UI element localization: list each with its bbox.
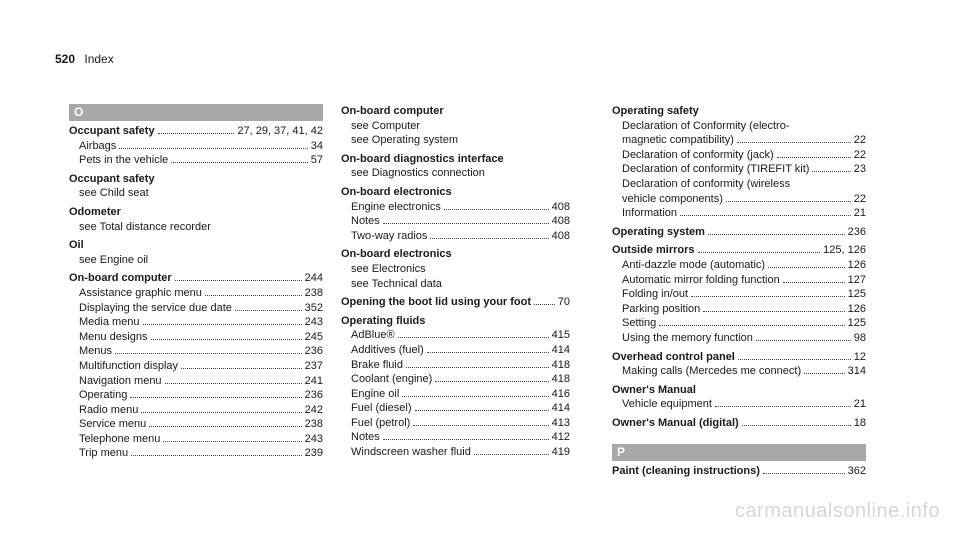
entry-label: Operating system — [612, 225, 705, 238]
page-reference[interactable]: 236 — [304, 389, 323, 402]
index-entry-heading — [612, 383, 866, 398]
dot-leader — [175, 280, 302, 281]
index-entry-heading — [341, 314, 570, 329]
entry-label: Fuel (diesel) — [351, 402, 412, 415]
entry-label: Overhead control panel — [612, 350, 735, 363]
entry-label: On-board diagnostics interface — [341, 152, 504, 165]
page-reference[interactable]: 126 — [847, 258, 866, 271]
dot-leader — [130, 397, 301, 398]
entry-label: Service menu — [79, 418, 147, 431]
dot-leader — [163, 441, 301, 442]
dot-leader — [151, 339, 302, 340]
entry-label: On-board electronics — [341, 248, 452, 261]
index-subentry — [69, 153, 323, 168]
entry-label: Menu designs — [79, 330, 148, 343]
page-reference[interactable]: 22 — [853, 134, 866, 147]
entry-label: Information — [622, 207, 678, 220]
index-subentry — [341, 401, 570, 416]
index-subentry — [341, 430, 570, 445]
entry-label: see Operating system — [351, 134, 458, 147]
index-subentry — [69, 253, 323, 268]
dot-leader — [703, 311, 844, 312]
page-reference[interactable]: 21 — [853, 398, 866, 411]
page-reference[interactable]: 419 — [551, 446, 570, 459]
index-subentry — [341, 262, 570, 277]
entry-label: see Diagnostics connection — [351, 167, 485, 180]
index-subentry — [612, 162, 866, 177]
entry-label: Declaration of conformity (jack) — [622, 148, 774, 161]
entry-label: see Computer — [351, 119, 421, 132]
dot-leader — [812, 171, 850, 172]
dot-leader — [383, 223, 549, 224]
page-reference[interactable]: 237 — [304, 359, 323, 372]
index-subentry — [341, 229, 570, 244]
index-column-2 — [341, 104, 570, 460]
index-entry-heading — [612, 104, 866, 119]
index-subentry — [341, 133, 570, 148]
dot-leader — [715, 406, 851, 407]
index-entry-heading — [341, 185, 570, 200]
index-subentry — [612, 273, 866, 288]
watermark: carmanualsonline.info — [734, 500, 940, 522]
entry-label: Automatic mirror folding function — [622, 273, 780, 286]
dot-leader — [181, 368, 302, 369]
page-reference[interactable]: 34 — [310, 139, 323, 152]
entry-label: Media menu — [79, 316, 140, 329]
page-reference[interactable]: 414 — [551, 402, 570, 415]
index-subentry — [341, 372, 570, 387]
dot-leader — [680, 215, 851, 216]
index-entry-heading — [612, 350, 866, 365]
page-reference[interactable]: 22 — [853, 192, 866, 205]
index-subentry — [341, 328, 570, 343]
index-subentry — [69, 388, 323, 403]
page-reference[interactable]: 242 — [304, 403, 323, 416]
entry-label: Odometer — [69, 205, 121, 218]
page-reference[interactable]: 12 — [853, 350, 866, 363]
index-subentry — [341, 166, 570, 181]
dot-leader — [415, 410, 549, 411]
index-subentry — [341, 416, 570, 431]
index-subentry — [612, 287, 866, 302]
index-entry-heading — [69, 124, 323, 139]
dot-leader — [435, 381, 548, 382]
index-subentry — [69, 286, 323, 301]
entry-label: On-board computer — [341, 105, 444, 117]
page-reference[interactable]: 125 — [847, 317, 866, 330]
page-number: 520 — [55, 52, 76, 66]
dot-leader — [659, 325, 844, 326]
dot-leader — [726, 201, 851, 202]
dot-leader — [783, 282, 845, 283]
page-reference[interactable]: 414 — [551, 343, 570, 356]
entry-label: Parking position — [622, 302, 701, 315]
index-subentry — [341, 445, 570, 460]
entry-label: Engine oil — [351, 387, 400, 400]
page-reference[interactable]: 57 — [310, 154, 323, 167]
dot-leader — [402, 396, 548, 397]
dot-leader — [737, 142, 851, 143]
dot-leader — [115, 353, 302, 354]
entry-label: Operating — [79, 389, 128, 402]
entry-label: Paint (cleaning instructions) — [612, 465, 760, 478]
entry-label: see Electronics — [351, 262, 426, 275]
page-reference[interactable]: 239 — [304, 447, 323, 460]
entry-label: Operating safety — [612, 105, 699, 117]
entry-label: On-board electronics — [341, 185, 452, 198]
index-subentry — [341, 277, 570, 292]
entry-label: Making calls (Mercedes me connect) — [622, 365, 802, 378]
page-reference[interactable]: 352 — [304, 301, 323, 314]
entry-label: Menus — [79, 345, 113, 358]
index-subentry — [69, 330, 323, 345]
dot-leader — [158, 133, 235, 134]
index-entry-heading — [612, 225, 866, 240]
dot-leader — [756, 340, 851, 341]
entry-label: vehicle components) — [622, 192, 723, 205]
entry-label: Opening the boot lid using your foot — [341, 296, 532, 309]
page-reference[interactable]: 413 — [551, 416, 570, 429]
page-reference[interactable]: 416 — [551, 387, 570, 400]
index-subentry — [612, 258, 866, 273]
entry-list — [612, 464, 866, 479]
page-reference[interactable]: 314 — [847, 365, 866, 378]
index-subentry — [69, 432, 323, 447]
index-subentry — [612, 133, 866, 148]
entry-label: Coolant (engine) — [351, 373, 433, 386]
dot-leader — [143, 324, 302, 325]
entry-label: Fuel (petrol) — [351, 416, 411, 429]
page-reference[interactable]: 27, 29, 37, 41, 42 — [237, 125, 323, 137]
entry-label: Notes — [351, 431, 380, 444]
index-subentry — [341, 387, 570, 402]
page-reference[interactable]: 127 — [847, 273, 866, 286]
page-reference[interactable]: 244 — [304, 272, 323, 285]
page-reference[interactable]: 125 — [847, 288, 866, 301]
index-entry-heading — [69, 271, 323, 286]
page-reference[interactable]: 362 — [847, 465, 866, 478]
index-subentry — [341, 358, 570, 373]
page-reference[interactable]: 408 — [551, 215, 570, 228]
index-subentry — [341, 343, 570, 358]
index-subentry — [612, 148, 866, 163]
entry-label: Notes — [351, 215, 380, 228]
section-title: Index — [84, 52, 114, 66]
dot-leader — [149, 426, 301, 427]
entry-label: Brake fluid — [351, 358, 403, 371]
index-subentry — [612, 192, 866, 207]
entry-label: magnetic compatibility) — [622, 134, 734, 147]
entry-label: Multifunction display — [79, 359, 179, 372]
page-reference[interactable]: 408 — [551, 200, 570, 213]
dot-leader — [698, 252, 821, 253]
entry-label: Trip menu — [79, 447, 129, 460]
dot-leader — [763, 473, 845, 474]
index-subentry — [341, 200, 570, 215]
index-subentry — [69, 374, 323, 389]
page-reference[interactable]: 238 — [304, 418, 323, 431]
index-subentry — [69, 446, 323, 461]
dot-leader — [444, 209, 549, 210]
entry-label: AdBlue® — [351, 329, 395, 342]
page-reference[interactable]: 70 — [557, 296, 570, 309]
entry-label: see Total distance recorder — [79, 220, 211, 233]
page-reference[interactable]: 415 — [551, 329, 570, 342]
entry-label: Telephone menu — [79, 432, 161, 445]
entry-label: Owner's Manual (digital) — [612, 416, 739, 429]
entry-label: Windscreen washer fluid — [351, 446, 471, 459]
index-entry-heading — [612, 243, 866, 258]
entry-label: Engine electronics — [351, 200, 441, 213]
page-reference[interactable]: 98 — [853, 331, 866, 344]
dot-leader — [205, 295, 302, 296]
index-subentry — [612, 316, 866, 331]
dot-leader — [398, 337, 549, 338]
dot-leader — [738, 359, 851, 360]
entry-label: Oil — [69, 239, 84, 252]
entry-label: see Engine oil — [79, 253, 149, 266]
page-reference[interactable]: 18 — [853, 416, 866, 429]
page-header — [55, 52, 114, 66]
page-reference[interactable]: 418 — [551, 373, 570, 386]
page-reference[interactable]: 243 — [304, 432, 323, 445]
entry-label: Vehicle equipment — [622, 398, 712, 411]
index-column-1 — [69, 104, 323, 461]
page-reference[interactable]: 125, 126 — [823, 244, 866, 257]
entry-label: Radio menu — [79, 403, 139, 416]
page-reference[interactable]: 408 — [551, 229, 570, 242]
index-subentry — [612, 206, 866, 221]
index-subentry — [341, 214, 570, 229]
entry-label: Folding in/out — [622, 288, 689, 301]
dot-leader — [708, 234, 845, 235]
page-reference[interactable]: 241 — [304, 374, 323, 387]
entry-label: see Child seat — [79, 187, 149, 200]
dot-leader — [427, 352, 549, 353]
page-reference[interactable]: 23 — [853, 163, 866, 176]
entry-label: Displaying the service due date — [79, 301, 232, 314]
spacer — [612, 430, 866, 444]
entry-list — [69, 124, 323, 461]
entry-label: Anti-dazzle mode (automatic) — [622, 258, 766, 271]
index-entry-heading — [69, 172, 323, 187]
index-subentry — [612, 302, 866, 317]
index-entry-heading — [341, 152, 570, 167]
index-subentry — [612, 177, 866, 192]
entry-label: Occupant safety — [69, 125, 155, 137]
dot-leader — [171, 162, 307, 163]
page-reference[interactable]: 22 — [853, 148, 866, 161]
letter-heading-o: O — [69, 104, 323, 121]
index-entry-heading — [341, 247, 570, 262]
entry-label: Outside mirrors — [612, 244, 695, 257]
index-subentry — [69, 301, 323, 316]
index-entry-heading — [69, 205, 323, 220]
page-reference[interactable]: 21 — [853, 207, 866, 220]
page-reference[interactable]: 236 — [304, 345, 323, 358]
entry-label: Declaration of conformity (wireless — [622, 177, 791, 190]
index-subentry — [341, 119, 570, 134]
entry-label: Using the memory function — [622, 331, 753, 344]
entry-list — [612, 104, 866, 430]
dot-leader — [141, 412, 301, 413]
index-subentry — [69, 315, 323, 330]
page-reference[interactable]: 245 — [304, 330, 323, 343]
entry-label: Assistance graphic menu — [79, 286, 202, 299]
dot-leader — [777, 157, 851, 158]
index-entry-heading — [69, 238, 323, 253]
index-entry-heading — [341, 295, 570, 310]
entry-label: Additives (fuel) — [351, 343, 424, 356]
entry-label: Declaration of conformity (TIREFIT kit) — [622, 163, 810, 176]
index-subentry — [69, 186, 323, 201]
dot-leader — [413, 425, 548, 426]
entry-label: On-board computer — [69, 272, 172, 285]
index-subentry — [69, 139, 323, 154]
dot-leader — [474, 454, 549, 455]
dot-leader — [119, 148, 307, 149]
page-reference[interactable]: 236 — [847, 225, 866, 238]
index-subentry — [612, 364, 866, 379]
index-column-3 — [612, 104, 866, 479]
entry-label: Pets in the vehicle — [79, 154, 169, 167]
page-reference[interactable]: 418 — [551, 358, 570, 371]
index-subentry — [69, 417, 323, 432]
entry-label: Airbags — [79, 139, 117, 152]
index-entry-heading — [612, 416, 866, 431]
entry-label: Owner's Manual — [612, 383, 696, 396]
index-subentry — [69, 359, 323, 374]
index-subentry — [69, 403, 323, 418]
dot-leader — [131, 455, 302, 456]
entry-label: see Technical data — [351, 277, 442, 290]
entry-label: Navigation menu — [79, 374, 162, 387]
entry-label: Setting — [622, 317, 657, 330]
index-subentry — [612, 119, 866, 134]
dot-leader — [165, 383, 302, 384]
page-reference[interactable]: 243 — [304, 316, 323, 329]
index-entry-heading — [341, 104, 570, 119]
dot-leader — [804, 373, 845, 374]
entry-label: Operating fluids — [341, 314, 426, 327]
page-reference[interactable]: 126 — [847, 302, 866, 315]
page-reference[interactable]: 238 — [304, 286, 323, 299]
index-subentry — [612, 397, 866, 412]
index-entry-heading — [612, 464, 866, 479]
index-subentry — [69, 220, 323, 235]
entry-label: Two-way radios — [351, 229, 428, 242]
dot-leader — [691, 296, 845, 297]
dot-leader — [534, 304, 555, 305]
dot-leader — [768, 267, 845, 268]
page-reference[interactable]: 412 — [551, 431, 570, 444]
entry-list — [341, 104, 570, 460]
index-subentry — [69, 344, 323, 359]
dot-leader — [235, 310, 302, 311]
dot-leader — [383, 439, 549, 440]
entry-label: Occupant safety — [69, 172, 155, 185]
index-subentry — [612, 331, 866, 346]
entry-label: Declaration of Conformity (electro- — [622, 119, 790, 132]
dot-leader — [742, 425, 851, 426]
dot-leader — [406, 367, 549, 368]
letter-heading-p: P — [612, 444, 866, 461]
dot-leader — [430, 238, 548, 239]
